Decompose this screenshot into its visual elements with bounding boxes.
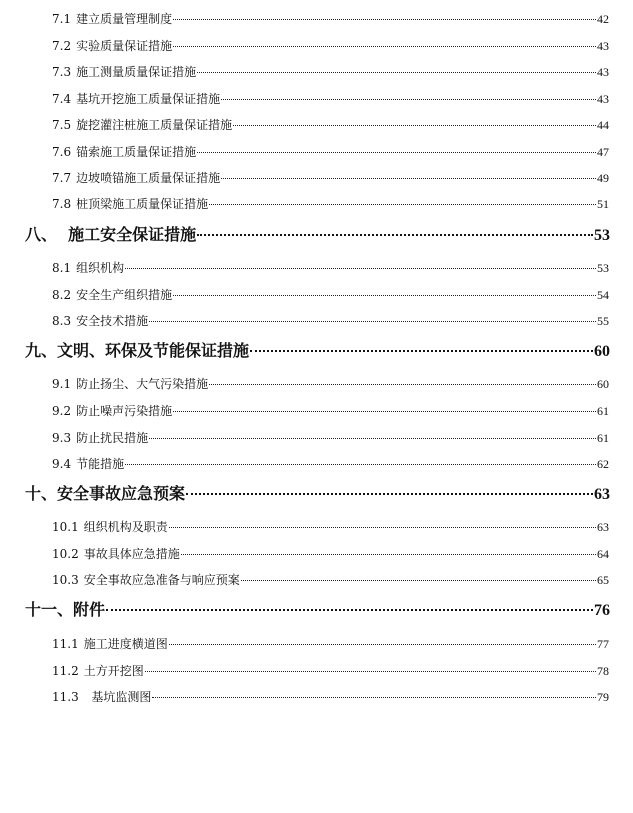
toc-entry-9-1[interactable]: [52, 376, 609, 392]
dot-leader: [173, 19, 596, 20]
dot-leader: [221, 178, 596, 179]
toc-entry-title: 旋挖灌注桩施工质量保证措施: [76, 118, 233, 132]
toc-entry-8-1[interactable]: [52, 260, 609, 276]
toc-section-page: 60: [594, 343, 610, 360]
toc-entry-number: 11.3: [52, 690, 79, 704]
dot-leader: [145, 671, 596, 672]
toc-entry-title: 锚索施工质量保证措施: [76, 145, 197, 159]
toc-entry-page: 47: [597, 145, 609, 159]
toc-entry-number: 11.2: [52, 664, 79, 678]
dot-leader: [197, 234, 593, 236]
toc-entry-title: 施工测量质量保证措施: [76, 65, 197, 79]
dot-leader: [173, 46, 596, 47]
toc-entry-page: 61: [597, 404, 609, 418]
toc-entry-9-3[interactable]: [52, 430, 609, 446]
toc-entry-10-1[interactable]: [52, 519, 609, 535]
toc-entry-7-1[interactable]: [52, 11, 609, 27]
toc-entry-number: 7.4: [52, 92, 72, 106]
toc-entry-number: 7.8: [52, 197, 72, 211]
dot-leader: [209, 204, 596, 205]
toc-section-number: 八、: [25, 225, 58, 244]
toc-entry-page: 79: [597, 690, 609, 704]
toc-entry-number: 9.4: [52, 457, 72, 471]
dot-leader: [169, 644, 596, 645]
toc-entry-number: 7.5: [52, 118, 72, 132]
toc-entry-page: 53: [597, 261, 609, 275]
toc-entry-number: 7.7: [52, 171, 72, 185]
toc-entry-7-2[interactable]: [52, 38, 609, 54]
dot-leader: [125, 464, 596, 465]
dot-leader: [181, 554, 596, 555]
toc-entry-page: 43: [597, 65, 609, 79]
toc-entry-title: 施工进度横道图: [83, 637, 168, 651]
toc-entry-page: 43: [597, 39, 609, 53]
toc-entry-page: 61: [597, 431, 609, 445]
toc-entry-7-8[interactable]: [52, 196, 609, 212]
toc-section-page: 53: [594, 227, 610, 244]
toc-entry-page: 42: [597, 12, 609, 26]
toc-entry-title: 防止噪声污染措施: [76, 404, 173, 418]
dot-leader: [221, 99, 596, 100]
toc-entry-7-4[interactable]: [52, 91, 609, 107]
dot-leader: [241, 580, 596, 581]
toc-section-title: 安全事故应急预案: [57, 484, 186, 503]
toc-entry-11-2[interactable]: [52, 663, 609, 679]
toc-entry-number: 8.1: [52, 261, 72, 275]
toc-entry-number: 7.1: [52, 12, 72, 26]
toc-section-title: 附件: [73, 600, 106, 619]
toc-entry-7-5[interactable]: [52, 117, 609, 133]
toc-section-title: 文明、环保及节能保证措施: [57, 341, 250, 360]
toc-entry-title: 组织机构及职责: [83, 520, 168, 534]
toc-entry-8-3[interactable]: [52, 313, 609, 329]
toc-entry-page: 51: [597, 197, 609, 211]
toc-section-8[interactable]: [25, 225, 610, 245]
toc-entry-title: 桩顶梁施工质量保证措施: [76, 197, 209, 211]
dot-leader: [149, 438, 596, 439]
toc-entry-10-3[interactable]: [52, 572, 609, 588]
toc-entry-page: 64: [597, 547, 609, 561]
toc-entry-title: 基坑开挖施工质量保证措施: [76, 92, 221, 106]
toc-entry-11-3[interactable]: [52, 689, 609, 705]
toc-section-10[interactable]: [25, 484, 610, 504]
toc-section-number: 十一、: [25, 600, 74, 619]
toc-section-page: 76: [594, 602, 610, 619]
toc-entry-number: 8.3: [52, 314, 72, 328]
dot-leader: [173, 411, 596, 412]
toc-section-page: 63: [594, 486, 610, 503]
dot-leader: [106, 609, 593, 611]
toc-entry-title: 节能措施: [76, 457, 125, 471]
toc-entry-page: 65: [597, 573, 609, 587]
toc-entry-number: 8.2: [52, 288, 72, 302]
toc-entry-title: 防止扬尘、大气污染措施: [76, 377, 209, 391]
toc-entry-title: 安全事故应急准备与响应预案: [83, 573, 240, 587]
toc-entry-page: 60: [597, 377, 609, 391]
toc-entry-number: 9.1: [52, 377, 72, 391]
toc-entry-page: 49: [597, 171, 609, 185]
toc-entry-8-2[interactable]: [52, 287, 609, 303]
toc-entry-title: 建立质量管理制度: [76, 12, 173, 26]
dot-leader: [186, 493, 593, 495]
toc-entry-number: 7.6: [52, 145, 72, 159]
toc-entry-title: 边坡喷锚施工质量保证措施: [76, 171, 221, 185]
dot-leader: [250, 350, 593, 352]
toc-entry-title: 实验质量保证措施: [76, 39, 173, 53]
toc-entry-page: 54: [597, 288, 609, 302]
dot-leader: [152, 697, 596, 698]
toc-entry-title: 事故具体应急措施: [83, 547, 180, 561]
toc-section-9[interactable]: [25, 341, 610, 361]
toc-entry-11-1[interactable]: [52, 636, 609, 652]
toc-entry-number: 10.1: [52, 520, 79, 534]
toc-entry-page: 44: [597, 118, 609, 132]
toc-section-number: 九、: [25, 341, 58, 360]
dot-leader: [149, 321, 596, 322]
toc-entry-9-4[interactable]: [52, 456, 609, 472]
toc-section-title: 施工安全保证措施: [57, 225, 197, 244]
toc-section-number: 十、: [25, 484, 58, 503]
toc-entry-number: 10.3: [52, 573, 79, 587]
dot-leader: [169, 527, 596, 528]
toc-entry-number: 9.2: [52, 404, 72, 418]
toc-entry-10-2[interactable]: [52, 546, 609, 562]
toc-entry-page: 78: [597, 664, 609, 678]
toc-entry-number: 7.2: [52, 39, 72, 53]
dot-leader: [209, 384, 596, 385]
dot-leader: [197, 72, 596, 73]
toc-entry-page: 55: [597, 314, 609, 328]
toc-entry-title: 基坑监测图: [83, 690, 152, 704]
dot-leader: [173, 295, 596, 296]
dot-leader: [125, 268, 596, 269]
toc-entry-number: 11.1: [52, 637, 79, 651]
toc-entry-title: 土方开挖图: [83, 664, 144, 678]
toc-entry-title: 安全技术措施: [76, 314, 149, 328]
toc-entry-number: 9.3: [52, 431, 72, 445]
toc-entry-7-7[interactable]: [52, 170, 609, 186]
toc-entry-9-2[interactable]: [52, 403, 609, 419]
toc-entry-number: 7.3: [52, 65, 72, 79]
toc-entry-7-3[interactable]: [52, 64, 609, 80]
dot-leader: [233, 125, 596, 126]
dot-leader: [197, 152, 596, 153]
toc-entry-title: 组织机构: [76, 261, 125, 275]
toc-section-11[interactable]: [25, 600, 610, 620]
toc-entry-page: 77: [597, 637, 609, 651]
toc-entry-title: 安全生产组织措施: [76, 288, 173, 302]
toc-entry-page: 62: [597, 457, 609, 471]
toc-entry-title: 防止扰民措施: [76, 431, 149, 445]
toc-entry-7-6[interactable]: [52, 144, 609, 160]
toc-entry-page: 43: [597, 92, 609, 106]
toc-entry-number: 10.2: [52, 547, 79, 561]
toc-entry-page: 63: [597, 520, 609, 534]
